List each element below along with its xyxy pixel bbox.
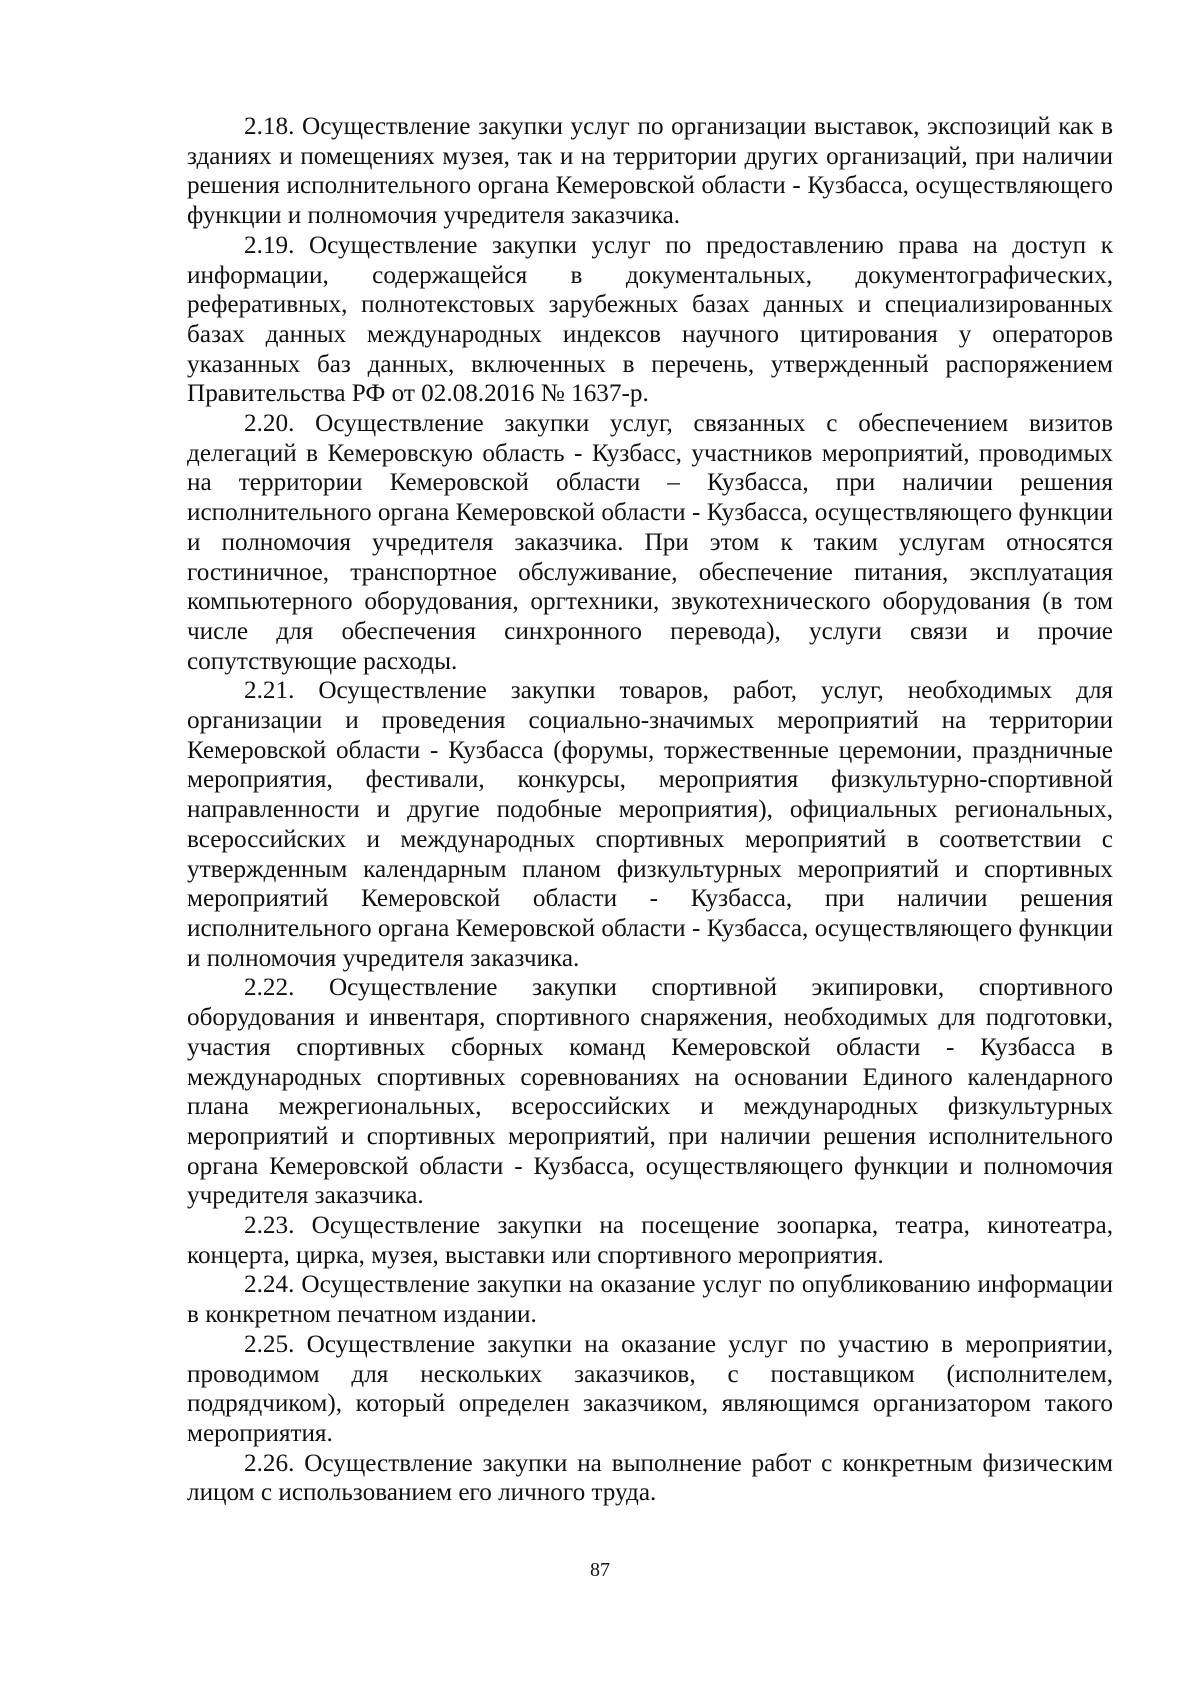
document-body [187,112,1113,1508]
paragraph-2-21: 2.21. Осуществление закупки товаров, работ, услуг, необходимых для организации и проведения социально-значимых мероприятий на территории Кемеровской области - Кузбасса (форумы, торжественные церемонии, праздничные мероприятия, фестивали, конкурсы, мероприятия физкультурно-спортивной направленности и другие подобные мероприятия), официальных региональных, всероссийских и международных спортивных мероприятий в соответствии с утвержденным календарным планом физкультурных мероприятий и спортивных мероприятий Кемеровской области - Кузбасса, при наличии решения исполнительного органа Кемеровской области - Кузбасса, осуществляющего функции и полномочия учредителя заказчика. [187,677,1113,972]
paragraph-2-23: 2.23. Осуществление закупки на посещение зоопарка, театра, кинотеатра, концерта, цирка, музея, выставки или спортивного мероприятия. [187,1212,1113,1269]
paragraph-2-25: 2.25. Осуществление закупки на оказание услуг по участию в мероприятии, проводимом для нескольких заказчиков, с поставщиком (исполнителем, подрядчиком), который определен заказчиком, являющимся организатором такого мероприятия. [187,1330,1113,1447]
page-number: 87 [590,1559,610,1581]
paragraph-2-26: 2.26. Осуществление закупки на выполнение работ с конкретным физическим лицом с использованием его личного труда. [187,1449,1113,1507]
paragraph-2-19: 2.19. Осуществление закупки услуг по предоставлению права на доступ к информации, содержащейся в документальных, документографических, реферативных, полнотекстовых зарубежных базах данных и специализированных базах данных международных индексов научного цитирования у операторов указанных баз данных, включенных в перечень, утвержденный распоряжением Правительства РФ от 02.08.2016 № 1637-р. [187,231,1113,408]
paragraph-2-20: 2.20. Осуществление закупки услуг, связанных с обеспечением визитов делегаций в Кемеровскую область - Кузбасс, участников мероприятий, проводимых на территории Кемеровской области – Кузбасса, при наличии решения исполнительного органа Кемеровской области - Кузбасса, осуществляющего функции и полномочия учредителя заказчика. При этом к таким услугам относятся гостиничное, транспортное обслуживание, обеспечение питания, эксплуатация компьютерного оборудования, оргтехники, звукотехнического оборудования (в том числе для обеспечения синхронного перевода), услуги связи и прочие сопутствующие расходы. [187,410,1113,675]
paragraph-2-22: 2.22. Осуществление закупки спортивной экипировки, спортивного оборудования и инвентаря, спортивного снаряжения, необходимых для подготовки, участия спортивных сборных команд Кемеровской области - Кузбасса в международных спортивных соревнованиях на основании Единого календарного плана межрегиональных, всероссийских и международных физкультурных мероприятий и спортивных мероприятий, при наличии решения исполнительного органа Кемеровской области - Кузбасса, осуществляющего функции и полномочия учредителя заказчика. [187,974,1113,1210]
paragraph-2-24: 2.24. Осуществление закупки на оказание услуг по опубликованию информации в конкретном печатном издании. [187,1271,1113,1329]
paragraph-2-18: 2.18. Осуществление закупки услуг по организации выставок, экспозиций как в зданиях и помещениях музея, так и на территории других организаций, при наличии решения исполнительного органа Кемеровской области - Кузбасса, осуществляющего функции и полномочия учредителя заказчика. [187,113,1113,230]
